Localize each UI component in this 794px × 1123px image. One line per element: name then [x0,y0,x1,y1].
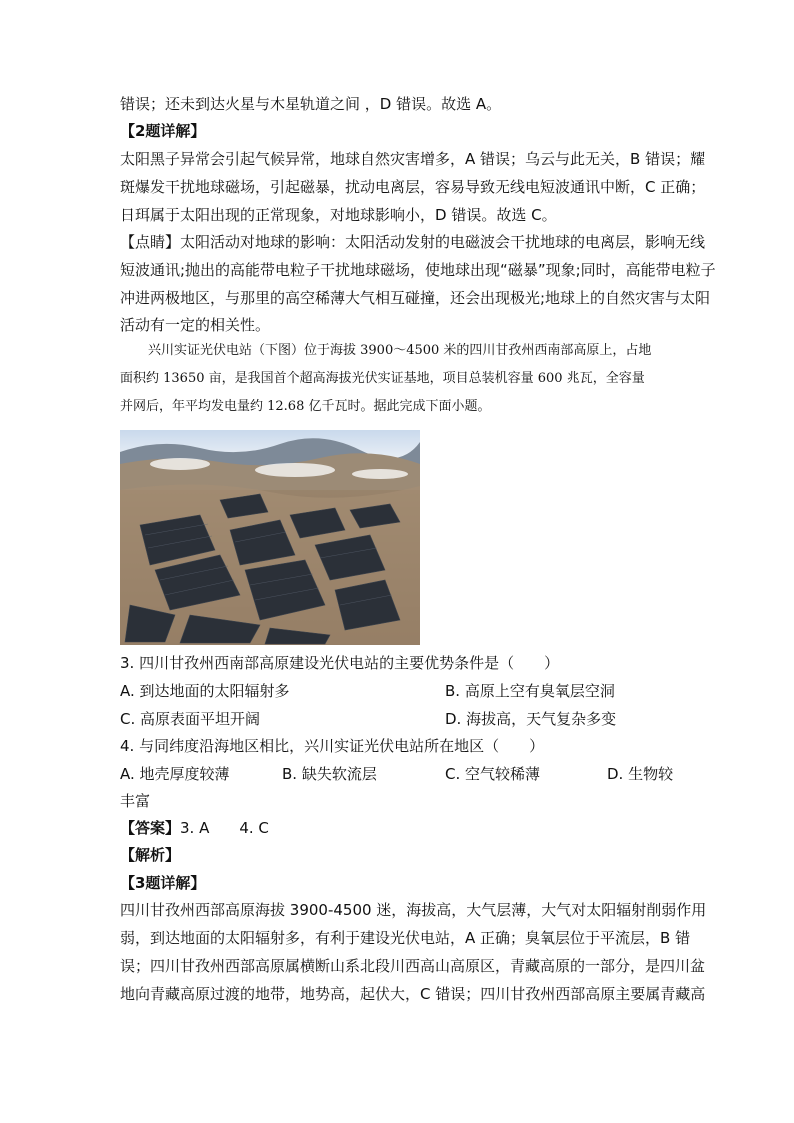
option-b: B. 高原上空有臭氧层空洞 [445,682,615,700]
question-4: 4. 与同纬度沿海地区相比，兴川实证光伏电站所在地区（ ） [120,737,545,755]
answer-line [120,817,269,839]
text-line: 误；四川甘孜州西部高原属横断山系北段川西高山高原区，青藏高原的一部分，是四川盆 [120,957,706,975]
text-line: 错误；还未到达火星与木星轨道之间 ，D 错误。故选 A。 [120,95,502,113]
text-line: 日珥属于太阳出现的正常现象，对地球影响小，D 错误。故选 C。 [120,206,557,224]
text-line: 冲进两极地区，与那里的高空稀薄大气相互碰撞，还会出现极光;地球上的自然灾害与太阳 [120,289,711,307]
intro-text: 并网后，年平均发电量约 12.68 亿千瓦时。据此完成下面小题。 [120,399,491,414]
text-line: 四川甘孜州西部高原海拔 3900-4500 迷，海拔高，大气层薄，大气对太阳辐射削弱作用 [120,901,707,919]
text-line: 地向青藏高原过渡的地带，地势高，起伏大，C 错误；四川甘孜州西部高原主要属青藏高 [120,985,706,1003]
option-c: C. 空气较稀薄 [445,765,541,783]
text-line: 丰富 [120,792,151,810]
question-3: 3. 四川甘孜州西南部高原建设光伏电站的主要优势条件是（ ） [120,654,560,672]
text-line: 【点睛】太阳活动对地球的影响：太阳活动发射的电磁波会干扰地球的电离层，影响无线 [120,233,706,251]
intro-text: 兴川实证光伏电站（下图）位于海拔 3900～4500 米的四川甘孜州西南部高原上，占地 [148,343,652,358]
section-heading: 【2题详解】 [120,122,206,140]
option-a: A. 地壳厚度较薄 [120,765,230,783]
option-b: B. 缺失软流层 [282,765,377,783]
analysis-heading: 【解析】 [120,846,181,864]
text-line: 太阳黑子异常会引起气候异常，地球自然灾害增多，A 错误；乌云与此无关，B 错误；耀 [120,150,706,168]
text-line: 活动有一定的相关性。 [120,316,271,334]
answer-label: 【答案】 [120,819,181,837]
intro-text: 面积约 13650 亩，是我国首个超高海拔光伏实证基地，项目总装机容量 600 兆瓦，全容量 [120,371,645,386]
solar-farm-photo [120,430,420,645]
text-line: 斑爆发干扰地球磁场，引起磁暴，扰动电离层，容易导致无线电短波通讯中断，C 正确； [120,178,706,196]
text-line: 弱，到达地面的太阳辐射多，有利于建设光伏电站，A 正确；臭氧层位于平流层，B 错 [120,929,691,947]
section-heading: 【3题详解】 [120,874,206,892]
option-d: D. 海拔高，天气复杂多变 [445,710,617,728]
option-c: C. 高原表面平坦开阔 [120,710,261,728]
text-line: 短波通讯;抛出的高能带电粒子干扰地球磁场，使地球出现“磁暴”现象;同时，高能带电粒子 [120,261,716,279]
option-a: A. 到达地面的太阳辐射多 [120,682,290,700]
option-d: D. 生物较 [607,765,674,783]
answer-value: 3. A 4. C [180,819,269,837]
